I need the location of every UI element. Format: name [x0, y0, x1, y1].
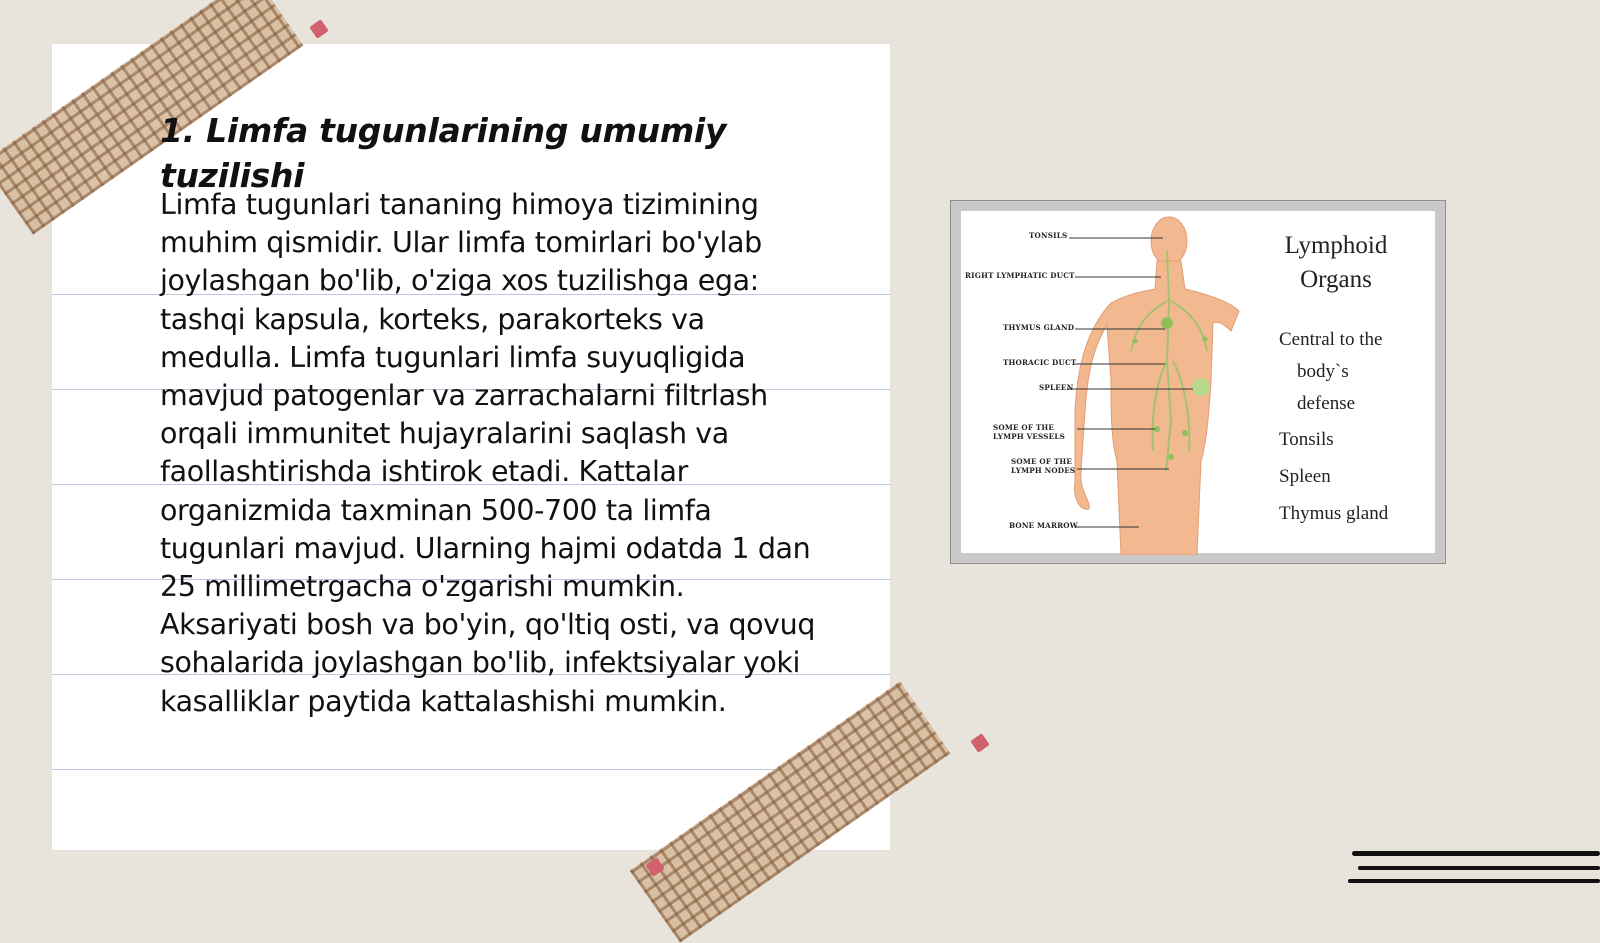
lymphoid-organs-figure	[950, 200, 1446, 564]
decorative-line	[1348, 879, 1600, 883]
slide-body-text: Limfa tugunlari tananing himoya tizimining muhim qismidir. Ular limfa tomirlari bo'ylab joylashgan bo'lib, o'ziga xos tuzilishga ega: tashqi kapsula, korteks, parakorteks va medulla. Limfa tugunlari limfa suyuqligida mavjud patogenlar va zarrachalarni filtrlash orqali immunitet hujayralarini saqlash va faollashtirishda ishtirok etadi. Kattalar organizmida taxminan 500-700 ta limfa tugunlari mavjud. Ularning hajmi odatda 1 dan 25 millimetrgacha o'zgarishi mumkin. Aksariyati bosh va bo'yin, qo'ltiq osti, va qovuq sohalarida joylashgan bo'lib, infektsiyalar yoki kasalliklar paytida kattalashishi mumkin.	[160, 188, 816, 718]
list-central-line1: Central to the	[1279, 329, 1383, 350]
label-spleen: SPLEEN	[1039, 383, 1074, 392]
tape-end-top	[309, 19, 328, 38]
figure-title-line2: Organs	[1300, 266, 1372, 293]
ruled-line	[52, 769, 890, 770]
decorative-line	[1352, 851, 1600, 856]
label-bone-marrow: BONE MARROW	[1009, 521, 1079, 530]
label-lymph-vessels-line1: SOME OF THE	[993, 423, 1055, 432]
label-thymus-gland: THYMUS GLAND	[1003, 323, 1075, 332]
list-item-thymus-gland: Thymus gland	[1279, 503, 1389, 524]
slide-title: 1. Limfa tugunlarining umumiy tuzilishi	[160, 111, 727, 195]
figure-panel	[961, 211, 1435, 553]
decorative-line	[1358, 866, 1600, 870]
figure-title-line1: Lymphoid	[1284, 232, 1388, 259]
list-central-line2: body`s	[1297, 361, 1349, 382]
label-right-lymphatic-duct: RIGHT LYMPHATIC DUCT	[965, 271, 1075, 280]
list-item-spleen: Spleen	[1279, 466, 1331, 487]
label-thoracic-duct: THORACIC DUCT	[1003, 358, 1077, 367]
list-item-tonsils: Tonsils	[1279, 429, 1334, 450]
label-tonsils: TONSILS	[1029, 231, 1068, 240]
human-body-icon	[1075, 217, 1239, 555]
label-lymph-nodes-line1: SOME OF THE	[1011, 457, 1073, 466]
figure-title	[1261, 229, 1411, 297]
list-central-line3: defense	[1297, 393, 1356, 414]
label-lymph-vessels-line2: LYMPH VESSELS	[993, 432, 1065, 441]
label-lymph-nodes-line2: LYMPH NODES	[1011, 466, 1076, 475]
tape-end-bottom-right	[970, 733, 989, 752]
